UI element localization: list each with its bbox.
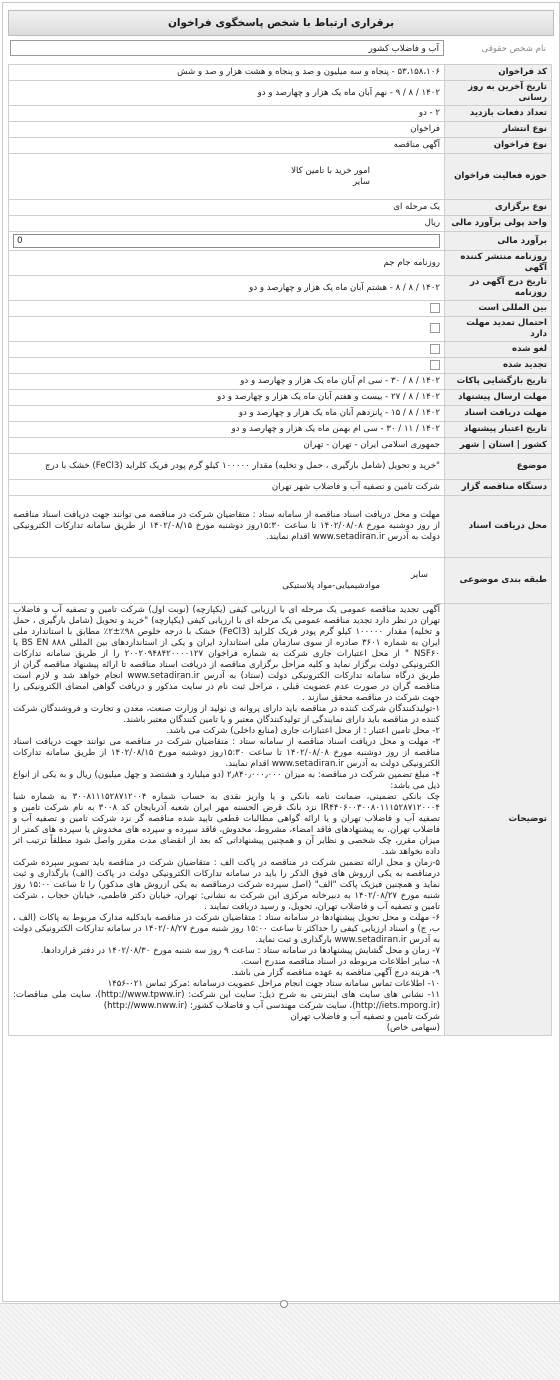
last-update-label: تاریخ آخرین به روز رسانی: [445, 81, 552, 106]
renewed-checkbox[interactable]: [430, 360, 440, 370]
publish-type-value: فراخوان: [9, 122, 445, 138]
activity-value: [9, 154, 445, 200]
classification-label: طبقه بندی موضوعی: [445, 558, 552, 604]
classification-line-2: موادشیمیایی-مواد پلاستیکی: [282, 580, 380, 591]
description-label: توضیحات: [445, 604, 552, 1036]
last-update-value: ۱۴۰۲ / ۸ / ۹ - نهم آبان ماه یک هزار و چهارصد و دو: [9, 81, 445, 106]
submit-deadline-label: مهلت ارسال پیشنهاد: [445, 390, 552, 406]
agency-value: شرکت تامین و تصفیه آب و فاضلاب شهر تهران: [9, 480, 445, 496]
publish-type-label: نوع انتشار: [445, 122, 552, 138]
currency-label: واحد پولی برآورد مالی: [445, 216, 552, 232]
cancelled-label: لغو شده: [445, 342, 552, 358]
row-visits: [9, 106, 552, 122]
hold-type-label: نوع برگزاری: [445, 200, 552, 216]
row-code: [9, 65, 552, 81]
doc-deadline-value: ۱۴۰۲ / ۸ / ۱۵ - پانزدهم آبان ماه یک هزار و چهارصد و دو: [9, 406, 445, 422]
page-header[interactable]: برقراری ارتباط با شخص پاسخگوی فراخوان: [8, 10, 554, 36]
location-value: جمهوری اسلامی ایران - تهران - تهران: [9, 438, 445, 454]
estimate-label: برآورد مالی: [445, 232, 552, 251]
estimate-cell: [9, 232, 445, 251]
classification-value: [9, 558, 445, 604]
row-subject: [9, 454, 552, 480]
row-newspaper: [9, 251, 552, 276]
activity-line-2: سایر: [353, 176, 370, 187]
row-last-update: [9, 81, 552, 106]
row-publish-type: [9, 122, 552, 138]
call-type-label: نوع فراخوان: [445, 138, 552, 154]
international-label: بین المللی است: [445, 301, 552, 317]
row-agency: [9, 480, 552, 496]
estimate-field[interactable]: 0: [13, 234, 440, 248]
extension-checkbox[interactable]: [430, 323, 440, 333]
row-estimate: [9, 232, 552, 251]
contact-row: [8, 40, 552, 58]
doc-deadline-label: مهلت دریافت اسناد: [445, 406, 552, 422]
row-doc-deadline: [9, 406, 552, 422]
cancelled-cell: [9, 342, 445, 358]
opening-value: ۱۴۰۲ / ۸ / ۳۰ - سی ام آبان ماه یک هزار و چهارصد و دو: [9, 374, 445, 390]
row-currency: [9, 216, 552, 232]
extension-label: احتمال تمدید مهلت دارد: [445, 317, 552, 342]
row-call-type: [9, 138, 552, 154]
row-location: [9, 438, 552, 454]
opening-label: تاریخ بازگشایی پاکات: [445, 374, 552, 390]
extension-cell: [9, 317, 445, 342]
classification-line-1: سایر: [411, 569, 428, 580]
row-hold-type: [9, 200, 552, 216]
cancelled-checkbox[interactable]: [430, 344, 440, 354]
description-value: آگهی تجدید مناقصه عمومی یک مرحله ای با ارزیابی کیفی (یکپارچه) (نوبت اول) شرکت تامین و تصفیه آب و فاضلاب تهران در نظر دارد تجدید مناقصه عمومی یک مرحله ای با ارزیابی کیفی (یکپارچه) "خرید و تحویل (شامل بارگیری ، حمل و تخلیه) مقدار ۱۰۰۰۰۰ کیلو گرم پودر فریک کلراید (FeCl3) خشک با درجه خلوص ۹۸٪±۲٪ مطابق با استاندارد ملی ایران به شماره ۳۶۰۱ صادره از سوی سازمان ملی استاندارد ایران و یکی از استانداردهای بین المللی BS EN ۸۸۸ یا NSF۶۰ " از محل اعتبارات جاری شرکت به شماره فراخوان ۲۰۰۲۰۹۴۸۴۲۰۰۰۰۱۲۷ را از طریق سامانه تدارکات الکترونیکی دولت برگزار نماید و کلیه مراحل برگزاری مناقصه از دریافت اسناد مناقصه تا ارائه پیشنهاد مناقصه گران از طریق درگاه سامانه تدارکات الکترونیکی دولت (ستاد) به آدرس www.setadiran.ir انجام خواهد شد و لازم است مناقصه گران در صورت عدم عضویت قبلی ، مراحل ثبت نام در سایت مذکور و دریافت گواهی امضای الکترونیکی را جهت شرکت در مناقصه محقق سازند . ۱-تولیدکنندگان شرکت کننده در مناقصه باید دارای پروانه ی تولید از وزارت صنعت، معدن و تجارت و فروشندگان شرکت کننده در مناقصه باید دارای نمایندگی از تولیدکنندگان معتبر و یا تامین کنندگان معتبر باشند. ۲- محل تامین اعتبار : از محل اعتبارات جاری (منابع داخلی) شرکت می باشد. ۳- مهلت و محل دریافت اسناد مناقصه از سامانه ستاد : متقاضیان شرکت در مناقصه می توانند جهت دریافت اسناد مناقصه از روز دوشنبه مورخ ۱۴۰۲/۰۸/۰۸ تا ساعت ۱۵:۳۰روز دوشنبه مورخ ۱۴۰۲/۰۸/۱۵ از طریق سامانه تدارکات الکترونیکی دولت به آدرس www.setadiran.ir اقدام نمایند. ۴- مبلغ تضمین شرکت در مناقصه: به میزان ۲٫۸۴۰٫۰۰۰٫۰۰۰ (دو میلیارد و هشتصد و چهل میلیون) ریال و به یکی از انواع ذیل می باشد: چک بانکی تضمینی، ضمانت نامه بانکی و یا واریز نقدی به حساب شماره ۳۰۰۸۱۱۱۵۲۸۷۱۲۰۰۴ به شماره شبا IR۴۴۰۶۰۰۳۰۰۸۰۱۱۱۵۲۸۷۱۲۰۰۰۴ نزد بانک قرض الحسنه مهر ایران شعبه آذربایجان کد ۳۰۰۸ به نام شرکت تامین و تصفیه آب و فاضلاب تهران و یا ارائه گواهی مطالبات قطعی تایید شده مناقصه گر نزد شرکت تامین و تصفیه آب و فاضلاب تهران. به پیشنهادهای فاقد امضاء، مشروط، مخدوش، فاقد سپرده و سپرده های مخدوش یا سپرده های کمتر از میزان مقرر، چک شخصی و نظایر آن و همچنین پیشنهاداتی که بعد از انقضای مدت مقرر واصل شود مطلقاً ترتیب اثر داده نخواهد شد. ۵-زمان و محل ارائه تضمین شرکت در مناقصه در پاکت الف : متقاضیان شرکت در مناقصه باید تصویر سپرده شرکت درمناقصه به یکی ازروش های فوق الذکر را باید در سامانه تدارکات الکترونیکی دولت در پاکت (الف) بارگذاری و ثبت نماید و همچنین فیزیک پاکت "الف" (اصل سپرده شرکت درمناقصه به یکی ازروش های مذکور) را تا ساعت ۱۵:۰۰ روز شنبه مورخ ۱۴۰۲/۰۸/۲۷ به دبیرخانه مرکزی این شرکت به نشانی: تهران، خیابان دکتر فاطمی، خیابان حجاب ، شرکت تامین و تصفیه آب و فاضلاب تهران، تحویل، و رسید دریافت نمایند . ۶- مهلت و محل تحویل پیشنهادها در سامانه ستاد : متقاضیان شرکت در مناقصه بایدکلیه مدارک مربوط به پاکات (الف ، ب، ج) و اسناد ارزیابی کیفی را حداکثر تا ساعت ۱۵:۰۰ روز شنبه مورخ ۱۴۰۲/۰۸/۲۷ در سامانه تدارکات الکترونیکی دولت به آدرس www.setadiran.ir بارگذاری و ثبت نماید. ۷- زمان و محل گشایش پیشنهادها در سامانه ستاد : ساعت ۹ روز سه شنبه مورخ ۱۴۰۲/۰۸/۳۰ در دفتر قراردادها. ۸- سایر اطلاعات مربوطه در اسناد مناقصه مندرج است. ۹- هزینه درج آگهی مناقصه به عهده مناقصه گزار می باشد. ۱۰- اطلاعات تماس سامانه ستاد جهت انجام مراحل عضویت درسامانه :مرکز تماس ۰۲۱-۱۴۵۶ ۱۱- نشانی های سایت های اینترنتی به شرح ذیل: سایت این شرکت: (http://www.tpww.ir)، سایت ملی مناقصات: (http://iets.mporg.ir)، سایت شرکت مهندسی آب و فاضلاب کشور: (http://www.nww.ir) شرکت تامین و تصفیه آب و فاضلاب تهران (سهامی خاص): [9, 604, 445, 1036]
contact-label: نام شخص حقوقی: [481, 44, 546, 54]
subject-value: "خرید و تحویل (شامل بارگیری ، حمل و تخلیه) مقدار ۱۰۰۰۰۰ کیلو گرم پودر فریک کلراید (FeCl3) خشک با درج: [9, 454, 445, 480]
scroll-dot-icon[interactable]: [280, 1300, 288, 1308]
submit-deadline-value: ۱۴۰۲ / ۸ / ۲۷ - بیست و هفتم آبان ماه یک هزار و چهارصد و دو: [9, 390, 445, 406]
hold-type-value: یک مرحله ای: [9, 200, 445, 216]
visits-label: تعداد دفعات بازدید: [445, 106, 552, 122]
tender-details-table: [8, 64, 552, 1036]
newspaper-date-label: تاریخ درج آگهی در روزنامه: [445, 276, 552, 301]
row-submit-deadline: [9, 390, 552, 406]
international-cell: [9, 301, 445, 317]
subject-label: موضوع: [445, 454, 552, 480]
call-type-value: آگهی مناقصه: [9, 138, 445, 154]
doc-place-value: مهلت و محل دریافت اسناد مناقصه از سامانه ستاد : متقاضیان شرکت در مناقصه می توانند جهت دریافت اسناد مناقصه از روز دوشنبه مورخ ۱۴۰۲/۰۸/۰۸ تا ساعت ۱۵:۳۰روز دوشنبه مورخ ۱۴۰۲/۰۸/۱۵ از طریق سامانه تدارکات الکترونیکی دولت به آدرس www.setadiran.ir اقدام نمایند.: [9, 496, 445, 558]
row-activity: [9, 154, 552, 200]
newspaper-label: روزنامه منتشر کننده آگهی: [445, 251, 552, 276]
bottom-bar: [0, 1303, 560, 1380]
newspaper-date-value: ۱۴۰۲ / ۸ / ۸ - هشتم آبان ماه یک هزار و چهارصد و دو: [9, 276, 445, 301]
validity-label: تاریخ اعتبار پیشنهاد: [445, 422, 552, 438]
row-international: [9, 301, 552, 317]
currency-value: ریال: [9, 216, 445, 232]
validity-value: ۱۴۰۲ / ۱۱ / ۳۰ - سی ام بهمن ماه یک هزار و چهارصد و دو: [9, 422, 445, 438]
agency-label: دستگاه مناقصه گزار: [445, 480, 552, 496]
row-renewed: [9, 358, 552, 374]
activity-label: حوزه فعالیت فراخوان: [445, 154, 552, 200]
activity-line-1: امور خرید با تامین کالا: [291, 165, 370, 176]
renewed-cell: [9, 358, 445, 374]
row-cancelled: [9, 342, 552, 358]
international-checkbox[interactable]: [430, 303, 440, 313]
row-classification: [9, 558, 552, 604]
row-validity: [9, 422, 552, 438]
code-value: ۵۳،۱۵۸،۱۰۶ - پنجاه و سه میلیون و صد و پنجاه و هشت هزار و صد و شش: [9, 65, 445, 81]
row-newspaper-date: [9, 276, 552, 301]
code-label: کد فراخوان: [445, 65, 552, 81]
contact-name-field[interactable]: آب و فاضلاب کشور: [10, 40, 444, 56]
row-doc-place: [9, 496, 552, 558]
row-extension: [9, 317, 552, 342]
location-label: کشور | استان | شهر: [445, 438, 552, 454]
row-description: [9, 604, 552, 1036]
row-opening: [9, 374, 552, 390]
visits-value: ۲ - دو: [9, 106, 445, 122]
newspaper-value: روزنامه جام جم: [9, 251, 445, 276]
renewed-label: تجدید شده: [445, 358, 552, 374]
doc-place-label: محل دریافت اسناد: [445, 496, 552, 558]
